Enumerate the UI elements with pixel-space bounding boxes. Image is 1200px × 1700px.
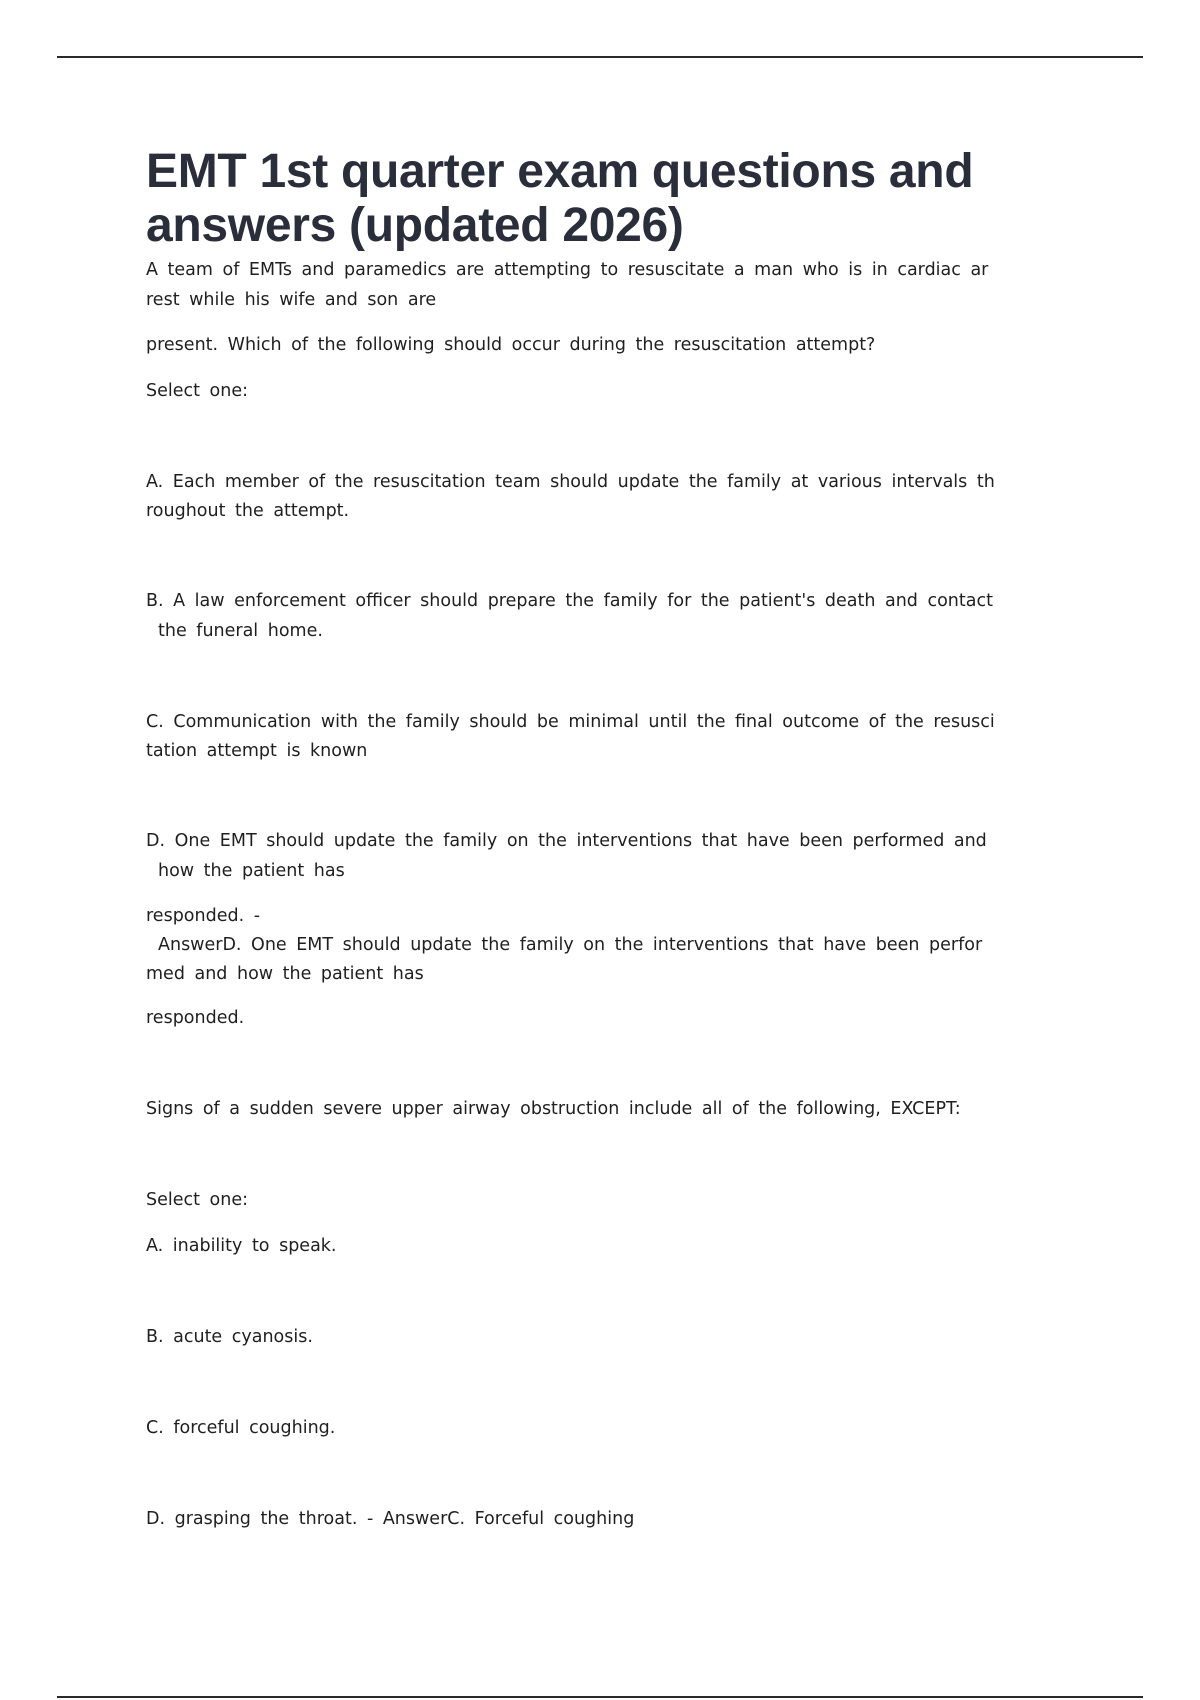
top-rule: [57, 56, 1143, 58]
question-1-option-d-line-2: how the patient has: [158, 861, 345, 881]
question-1-answer-line-2: med and how the patient has: [146, 964, 424, 984]
question-1-answer-line-1: AnswerD. One EMT should update the family on the interventions that have been perfor: [158, 935, 983, 955]
document-body: [146, 145, 1056, 1529]
question-2-option-d-with-answer: D. grasping the throat. - AnswerC. Forceful coughing: [146, 1509, 635, 1529]
question-2-select-one: Select one:: [146, 1190, 249, 1210]
question-1-stem-line-1: A team of EMTs and paramedics are attempting to resuscitate a man who is in cardiac ar: [146, 260, 989, 280]
question-2-option-a: A. inability to speak.: [146, 1236, 337, 1256]
question-1-stem-line-2: rest while his wife and son are: [146, 290, 437, 310]
bottom-rule: [57, 1696, 1143, 1698]
question-2-stem: Signs of a sudden severe upper airway obstruction include all of the following, EXCEPT:: [146, 1099, 961, 1119]
question-1-option-a-line-1: A. Each member of the resuscitation team should update the family at various intervals th: [146, 472, 995, 492]
question-1-select-one: Select one:: [146, 381, 249, 401]
question-2-option-c: C. forceful coughing.: [146, 1418, 336, 1438]
question-2-option-b: B. acute cyanosis.: [146, 1327, 313, 1347]
question-1-option-d-line-1: D. One EMT should update the family on the interventions that have been performed and: [146, 831, 987, 851]
question-1-option-c-line-1: C. Communication with the family should be minimal until the final outcome of the resusci: [146, 712, 995, 732]
question-1-option-a-line-2: roughout the attempt.: [146, 501, 350, 521]
document-title: EMT 1st quarter exam questions and answers (updated 2026): [146, 145, 974, 252]
question-1-answer-line-3: responded.: [146, 1008, 245, 1028]
question-1-option-b-line-2: the funeral home.: [158, 621, 323, 641]
question-1-stem-line-3: present. Which of the following should occur during the resuscitation attempt?: [146, 335, 876, 355]
question-1-option-c-line-2: tation attempt is known: [146, 741, 368, 761]
question-1-option-b-line-1: B. A law enforcement officer should prepare the family for the patient's death and contact: [146, 591, 993, 611]
question-1-option-d-line-3: responded. -: [146, 906, 261, 926]
